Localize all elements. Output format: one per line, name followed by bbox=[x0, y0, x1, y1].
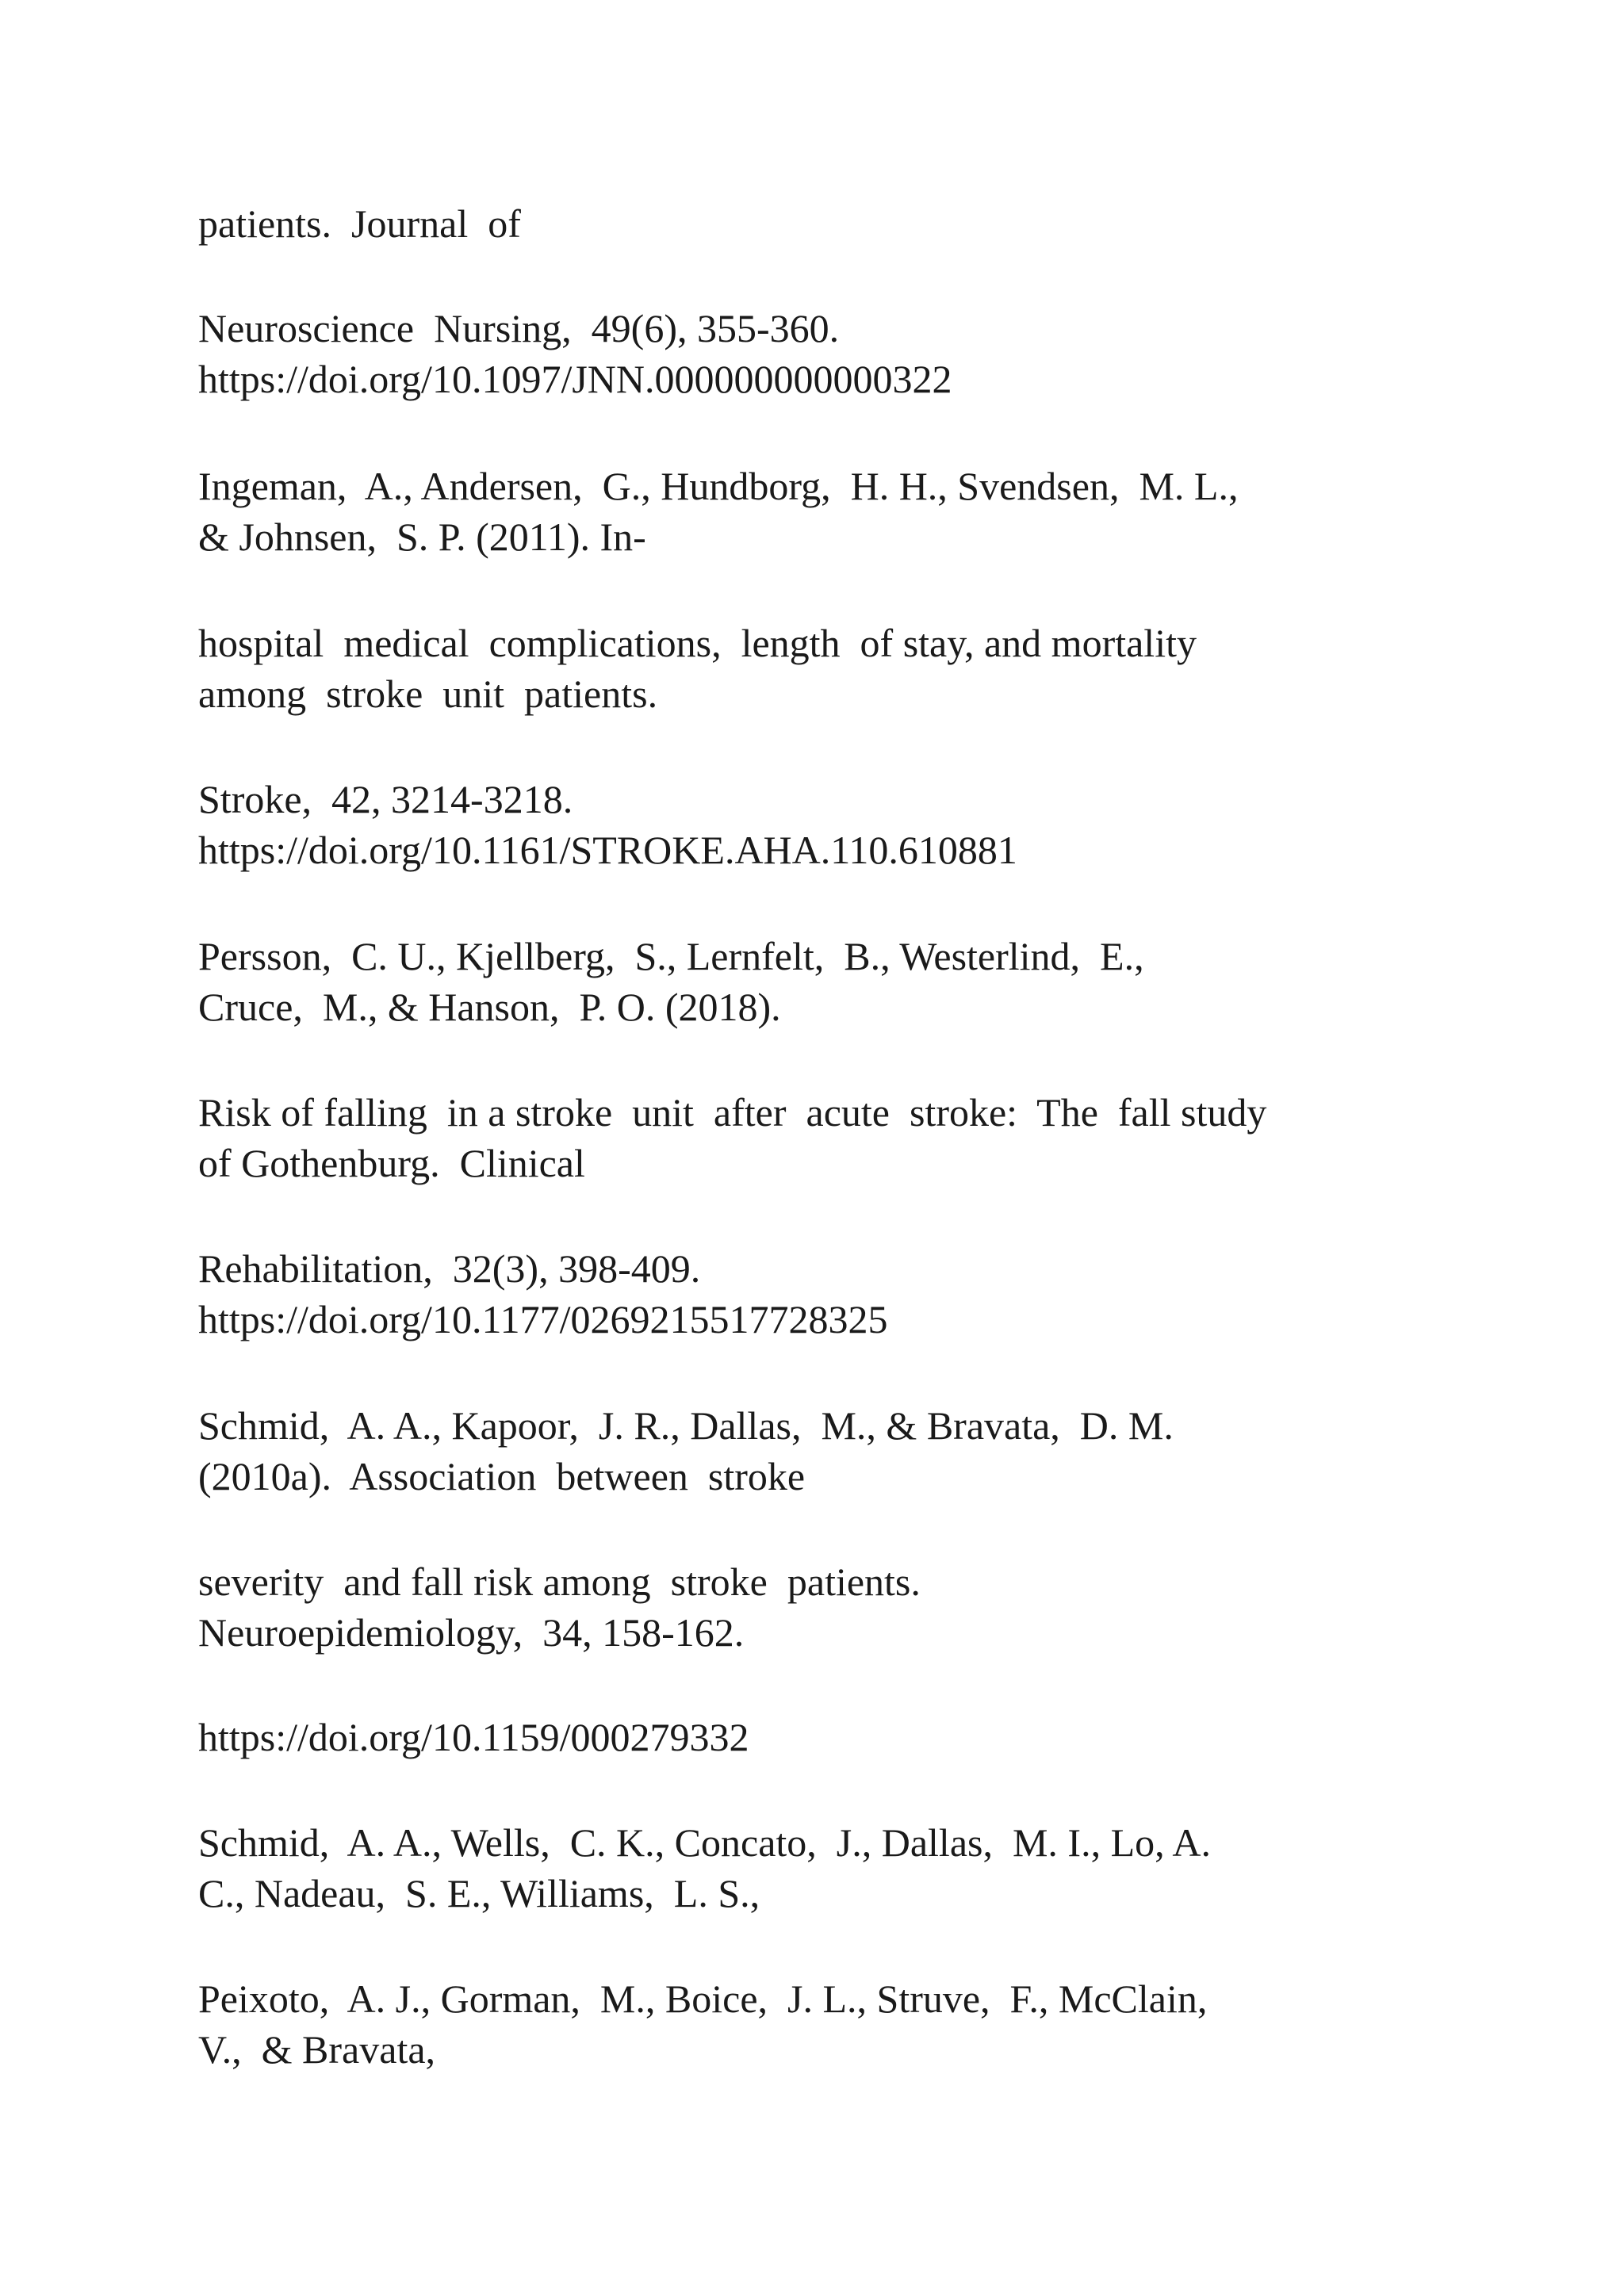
reference-line: (2010a). Association between stroke bbox=[198, 1454, 806, 1498]
reference-line: Stroke, 42, 3214-3218. bbox=[198, 777, 573, 821]
reference-line: Schmid, A. A., Wells, C. K., Concato, J., Dallas, M. I., Lo, A. bbox=[198, 1820, 1211, 1865]
reference-line: https://doi.org/10.1161/STROKE.AHA.110.610881 bbox=[198, 828, 1017, 872]
reference-line: Ingeman, A., Andersen, G., Hundborg, H. H., Svendsen, M. L., bbox=[198, 464, 1239, 508]
reference-line: Neuroscience Nursing, 49(6), 355-360. bbox=[198, 306, 840, 350]
reference-line: https://doi.org/10.1177/0269215517728325 bbox=[198, 1297, 888, 1341]
reference-line: patients. Journal of bbox=[198, 201, 521, 246]
reference-line: Rehabilitation, 32(3), 398-409. bbox=[198, 1246, 701, 1291]
reference-line: C., Nadeau, S. E., Williams, L. S., bbox=[198, 1871, 760, 1915]
reference-line: Schmid, A. A., Kapoor, J. R., Dallas, M., & Bravata, D. M. bbox=[198, 1403, 1174, 1448]
reference-line: Cruce, M., & Hanson, P. O. (2018). bbox=[198, 985, 781, 1029]
reference-line: of Gothenburg. Clinical bbox=[198, 1141, 585, 1185]
reference-line: severity and fall risk among stroke patients. bbox=[198, 1559, 921, 1604]
reference-line: among stroke unit patients. bbox=[198, 672, 658, 716]
reference-line: Persson, C. U., Kjellberg, S., Lernfelt, B., Westerlind, E., bbox=[198, 934, 1144, 978]
reference-line: V., & Bravata, bbox=[198, 2027, 436, 2072]
reference-line: https://doi.org/10.1159/000279332 bbox=[198, 1715, 749, 1759]
reference-line: Peixoto, A. J., Gorman, M., Boice, J. L., Struve, F., McClain, bbox=[198, 1976, 1208, 2021]
reference-line: Neuroepidemiology, 34, 158-162. bbox=[198, 1610, 745, 1655]
reference-line: Risk of falling in a stroke unit after acute stroke: The fall study bbox=[198, 1090, 1267, 1135]
reference-line: hospital medical complications, length of stay, and mortality bbox=[198, 621, 1197, 665]
reference-line: & Johnsen, S. P. (2011). In- bbox=[198, 515, 646, 559]
reference-line: https://doi.org/10.1097/JNN.000000000000322 bbox=[198, 357, 952, 401]
